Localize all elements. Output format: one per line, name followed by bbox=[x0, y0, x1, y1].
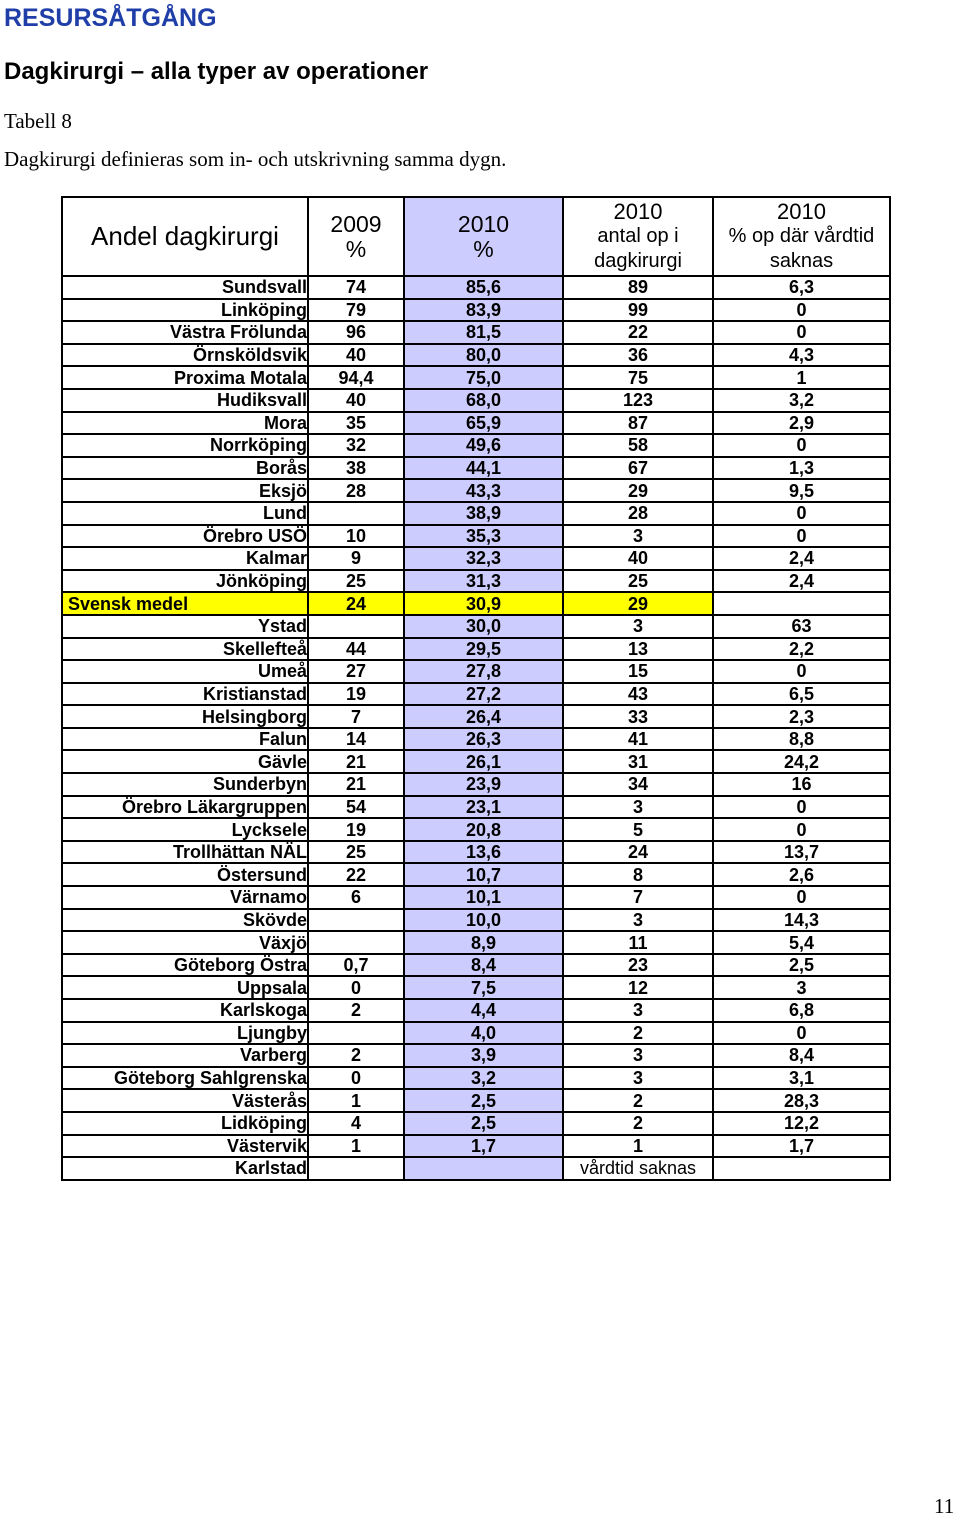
missing-stay-percent-cell: 0 bbox=[713, 299, 890, 322]
hospital-name-cell: Ljungby bbox=[62, 1022, 308, 1045]
average-row bbox=[62, 592, 890, 615]
percent-2009-cell: 10 bbox=[308, 525, 404, 548]
percent-2010-cell: 30,0 bbox=[404, 615, 563, 638]
table-row bbox=[62, 976, 890, 999]
count-2010-cell: 1 bbox=[563, 1135, 713, 1158]
missing-stay-percent-cell: 4,3 bbox=[713, 344, 890, 367]
percent-2010-cell: 44,1 bbox=[404, 457, 563, 480]
percent-2009-cell: 40 bbox=[308, 389, 404, 412]
missing-stay-percent-cell: 2,4 bbox=[713, 570, 890, 593]
missing-stay-percent-cell: 12,2 bbox=[713, 1112, 890, 1135]
percent-2009-cell: 38 bbox=[308, 457, 404, 480]
hospital-name-cell: Borås bbox=[62, 457, 308, 480]
percent-2009-cell: 19 bbox=[308, 818, 404, 841]
percent-2009-cell: 25 bbox=[308, 570, 404, 593]
hospital-name-cell: Proxima Motala bbox=[62, 366, 308, 389]
percent-2009-cell: 7 bbox=[308, 705, 404, 728]
percent-2010-cell: 4,0 bbox=[404, 1022, 563, 1045]
hospital-name-cell: Lund bbox=[62, 502, 308, 525]
hospital-name-cell: Karlskoga bbox=[62, 999, 308, 1022]
hospital-name-cell: Norrköping bbox=[62, 434, 308, 457]
percent-2010-cell: 1,7 bbox=[404, 1135, 563, 1158]
percent-2009-cell: 32 bbox=[308, 434, 404, 457]
missing-stay-percent-cell: 1,7 bbox=[713, 1135, 890, 1158]
count-2010-cell: 2 bbox=[563, 1112, 713, 1135]
hospital-name-cell: Falun bbox=[62, 728, 308, 751]
table-row bbox=[62, 638, 890, 661]
table-row bbox=[62, 909, 890, 932]
percent-2010-cell: 80,0 bbox=[404, 344, 563, 367]
hospital-name-cell: Karlstad bbox=[62, 1157, 308, 1180]
percent-2010-cell: 68,0 bbox=[404, 389, 563, 412]
count-2010-cell: 15 bbox=[563, 660, 713, 683]
definition-text: Dagkirurgi definieras som in- och utskrivning samma dygn. bbox=[4, 147, 507, 171]
hospital-name-cell: Kalmar bbox=[62, 547, 308, 570]
count-2010-cell: 12 bbox=[563, 976, 713, 999]
header-count-line2: dagkirurgi bbox=[594, 250, 682, 272]
table-row bbox=[62, 525, 890, 548]
table-row bbox=[62, 570, 890, 593]
header-2010-count bbox=[563, 197, 713, 276]
missing-stay-percent-cell: 3 bbox=[713, 976, 890, 999]
hospital-name-cell: Örnsköldsvik bbox=[62, 344, 308, 367]
missing-stay-percent-cell: 13,7 bbox=[713, 841, 890, 864]
percent-2009-cell: 25 bbox=[308, 841, 404, 864]
count-2010-cell: 5 bbox=[563, 818, 713, 841]
count-2010-cell: 2 bbox=[563, 1022, 713, 1045]
percent-2010-cell: 35,3 bbox=[404, 525, 563, 548]
percent-2009-cell: 24 bbox=[308, 592, 404, 615]
hospital-name-cell: Ystad bbox=[62, 615, 308, 638]
hospital-name-cell: Värnamo bbox=[62, 886, 308, 909]
hospital-name-cell: Svensk medel bbox=[62, 592, 308, 615]
percent-2010-cell: 10,1 bbox=[404, 886, 563, 909]
table-row bbox=[62, 863, 890, 886]
percent-2010-cell: 10,0 bbox=[404, 909, 563, 932]
table-row bbox=[62, 728, 890, 751]
percent-2009-cell bbox=[308, 1157, 404, 1180]
hospital-name-cell: Sunderbyn bbox=[62, 773, 308, 796]
missing-stay-percent-cell: 2,6 bbox=[713, 863, 890, 886]
table-row bbox=[62, 1135, 890, 1158]
table-row bbox=[62, 321, 890, 344]
table-row bbox=[62, 615, 890, 638]
count-2010-cell: 67 bbox=[563, 457, 713, 480]
table-row bbox=[62, 931, 890, 954]
hospital-name-cell: Varberg bbox=[62, 1044, 308, 1067]
count-2010-cell: 34 bbox=[563, 773, 713, 796]
table-header-row bbox=[62, 197, 890, 276]
missing-stay-percent-cell: 1,3 bbox=[713, 457, 890, 480]
percent-2009-cell: 19 bbox=[308, 683, 404, 706]
percent-2009-cell bbox=[308, 615, 404, 638]
missing-stay-percent-cell: 0 bbox=[713, 434, 890, 457]
count-2010-cell: 13 bbox=[563, 638, 713, 661]
document-heading: Dagkirurgi – alla typer av operationer bbox=[4, 58, 429, 85]
section-title: RESURSÅTGÅNG bbox=[4, 4, 217, 32]
count-2010-cell: 3 bbox=[563, 1044, 713, 1067]
header-2010-unit: % bbox=[473, 235, 494, 262]
table-row bbox=[62, 1112, 890, 1135]
table-row bbox=[62, 773, 890, 796]
missing-stay-percent-cell: 9,5 bbox=[713, 479, 890, 502]
percent-2010-cell: 7,5 bbox=[404, 976, 563, 999]
header-missing-line2: saknas bbox=[769, 250, 834, 272]
missing-stay-percent-cell: 8,4 bbox=[713, 1044, 890, 1067]
percent-2010-cell bbox=[404, 1157, 563, 1180]
hospital-name-cell: Västra Frölunda bbox=[62, 321, 308, 344]
day-surgery-table bbox=[61, 196, 891, 1181]
percent-2010-cell: 75,0 bbox=[404, 366, 563, 389]
percent-2009-cell: 1 bbox=[308, 1089, 404, 1112]
header-2010-missing bbox=[713, 197, 890, 276]
percent-2010-cell: 31,3 bbox=[404, 570, 563, 593]
table-row bbox=[62, 1157, 890, 1180]
count-2010-cell: 7 bbox=[563, 886, 713, 909]
count-2010-cell: 8 bbox=[563, 863, 713, 886]
count-2010-cell: 11 bbox=[563, 931, 713, 954]
percent-2009-cell: 54 bbox=[308, 796, 404, 819]
missing-stay-percent-cell: 8,8 bbox=[713, 728, 890, 751]
table-row bbox=[62, 660, 890, 683]
header-2009-percent bbox=[308, 197, 404, 276]
percent-2009-cell: 44 bbox=[308, 638, 404, 661]
count-2010-cell: 22 bbox=[563, 321, 713, 344]
count-2010-cell: 29 bbox=[563, 479, 713, 502]
percent-2010-cell: 38,9 bbox=[404, 502, 563, 525]
count-2010-cell: 3 bbox=[563, 999, 713, 1022]
header-2009-year: 2009 bbox=[330, 210, 382, 237]
hospital-name-cell: Växjö bbox=[62, 931, 308, 954]
percent-2010-cell: 20,8 bbox=[404, 818, 563, 841]
hospital-name-cell: Linköping bbox=[62, 299, 308, 322]
count-2010-cell: 33 bbox=[563, 705, 713, 728]
table-row bbox=[62, 796, 890, 819]
percent-2010-cell: 43,3 bbox=[404, 479, 563, 502]
count-2010-cell: 25 bbox=[563, 570, 713, 593]
table-row bbox=[62, 1089, 890, 1112]
hospital-name-cell: Västerås bbox=[62, 1089, 308, 1112]
missing-stay-percent-cell: 1 bbox=[713, 366, 890, 389]
count-2010-cell: 3 bbox=[563, 615, 713, 638]
missing-stay-percent-cell: 0 bbox=[713, 796, 890, 819]
missing-stay-percent-cell: 0 bbox=[713, 660, 890, 683]
percent-2010-cell: 2,5 bbox=[404, 1112, 563, 1135]
missing-stay-percent-cell: 16 bbox=[713, 773, 890, 796]
table-row bbox=[62, 457, 890, 480]
hospital-name-cell: Västervik bbox=[62, 1135, 308, 1158]
percent-2010-cell: 30,9 bbox=[404, 592, 563, 615]
hospital-name-cell: Göteborg Östra bbox=[62, 954, 308, 977]
percent-2010-cell: 3,9 bbox=[404, 1044, 563, 1067]
table-row bbox=[62, 412, 890, 435]
percent-2010-cell: 27,2 bbox=[404, 683, 563, 706]
header-missing-year: 2010 bbox=[777, 199, 826, 224]
percent-2010-cell: 8,9 bbox=[404, 931, 563, 954]
hospital-name-cell: Gävle bbox=[62, 750, 308, 773]
percent-2010-cell: 26,1 bbox=[404, 750, 563, 773]
percent-2009-cell: 4 bbox=[308, 1112, 404, 1135]
percent-2010-cell: 23,1 bbox=[404, 796, 563, 819]
missing-stay-percent-cell: 5,4 bbox=[713, 931, 890, 954]
percent-2009-cell: 40 bbox=[308, 344, 404, 367]
percent-2009-cell: 79 bbox=[308, 299, 404, 322]
table-row bbox=[62, 502, 890, 525]
percent-2010-cell: 32,3 bbox=[404, 547, 563, 570]
percent-2009-cell: 2 bbox=[308, 999, 404, 1022]
missing-stay-percent-cell: 0 bbox=[713, 321, 890, 344]
percent-2009-cell: 21 bbox=[308, 773, 404, 796]
percent-2010-cell: 85,6 bbox=[404, 276, 563, 299]
hospital-name-cell: Hudiksvall bbox=[62, 389, 308, 412]
missing-stay-percent-cell: 24,2 bbox=[713, 750, 890, 773]
count-2010-cell: 3 bbox=[563, 909, 713, 932]
missing-stay-percent-cell: 6,5 bbox=[713, 683, 890, 706]
percent-2009-cell bbox=[308, 909, 404, 932]
hospital-name-cell: Örebro Läkargruppen bbox=[62, 796, 308, 819]
count-2010-cell: 31 bbox=[563, 750, 713, 773]
hospital-name-cell: Trollhättan NÄL bbox=[62, 841, 308, 864]
percent-2010-cell: 13,6 bbox=[404, 841, 563, 864]
missing-stay-percent-cell: 0 bbox=[713, 502, 890, 525]
table-row bbox=[62, 344, 890, 367]
hospital-name-cell: Lycksele bbox=[62, 818, 308, 841]
missing-stay-percent-cell: 0 bbox=[713, 886, 890, 909]
missing-stay-percent-cell: 2,5 bbox=[713, 954, 890, 977]
missing-stay-percent-cell: 14,3 bbox=[713, 909, 890, 932]
table-row bbox=[62, 705, 890, 728]
page-number: 11 bbox=[934, 1494, 955, 1518]
table-row bbox=[62, 276, 890, 299]
table-row bbox=[62, 999, 890, 1022]
missing-stay-percent-cell: 0 bbox=[713, 818, 890, 841]
count-2010-cell: 2 bbox=[563, 1089, 713, 1112]
percent-2010-cell: 83,9 bbox=[404, 299, 563, 322]
count-2010-cell: 123 bbox=[563, 389, 713, 412]
count-2010-cell: 28 bbox=[563, 502, 713, 525]
count-2010-cell: 99 bbox=[563, 299, 713, 322]
count-2010-cell: 24 bbox=[563, 841, 713, 864]
hospital-name-cell: Lidköping bbox=[62, 1112, 308, 1135]
table-row bbox=[62, 886, 890, 909]
hospital-name-cell: Jönköping bbox=[62, 570, 308, 593]
table-row bbox=[62, 547, 890, 570]
missing-stay-percent-cell: 3,2 bbox=[713, 389, 890, 412]
count-2010-cell: 58 bbox=[563, 434, 713, 457]
percent-2009-cell: 35 bbox=[308, 412, 404, 435]
table-row bbox=[62, 750, 890, 773]
percent-2009-cell: 96 bbox=[308, 321, 404, 344]
hospital-name-cell: Östersund bbox=[62, 863, 308, 886]
percent-2009-cell: 0,7 bbox=[308, 954, 404, 977]
hospital-name-cell: Örebro USÖ bbox=[62, 525, 308, 548]
table-caption: Tabell 8 bbox=[4, 109, 72, 133]
percent-2009-cell: 2 bbox=[308, 1044, 404, 1067]
percent-2009-cell: 74 bbox=[308, 276, 404, 299]
table-row bbox=[62, 479, 890, 502]
header-missing-line1: % op där vårdtid bbox=[728, 225, 875, 247]
count-2010-cell: 87 bbox=[563, 412, 713, 435]
percent-2010-cell: 65,9 bbox=[404, 412, 563, 435]
percent-2009-cell: 21 bbox=[308, 750, 404, 773]
hospital-name-cell: Eksjö bbox=[62, 479, 308, 502]
table-row bbox=[62, 841, 890, 864]
percent-2009-cell: 94,4 bbox=[308, 366, 404, 389]
percent-2010-cell: 8,4 bbox=[404, 954, 563, 977]
header-label: Andel dagkirurgi bbox=[62, 197, 308, 276]
hospital-name-cell: Mora bbox=[62, 412, 308, 435]
percent-2010-cell: 26,3 bbox=[404, 728, 563, 751]
count-2010-cell: vårdtid saknas bbox=[563, 1157, 713, 1180]
missing-stay-percent-cell: 3,1 bbox=[713, 1067, 890, 1090]
table-row bbox=[62, 366, 890, 389]
count-2010-cell: 43 bbox=[563, 683, 713, 706]
percent-2009-cell: 28 bbox=[308, 479, 404, 502]
count-2010-cell: 3 bbox=[563, 1067, 713, 1090]
missing-stay-percent-cell bbox=[713, 1157, 890, 1180]
table-row bbox=[62, 389, 890, 412]
missing-stay-percent-cell: 28,3 bbox=[713, 1089, 890, 1112]
missing-stay-percent-cell: 2,4 bbox=[713, 547, 890, 570]
percent-2010-cell: 3,2 bbox=[404, 1067, 563, 1090]
percent-2009-cell bbox=[308, 502, 404, 525]
percent-2009-cell bbox=[308, 1022, 404, 1045]
table-body bbox=[62, 276, 890, 1180]
percent-2009-cell: 22 bbox=[308, 863, 404, 886]
header-2010-year: 2010 bbox=[457, 210, 510, 237]
percent-2009-cell bbox=[308, 931, 404, 954]
percent-2010-cell: 81,5 bbox=[404, 321, 563, 344]
percent-2009-cell: 1 bbox=[308, 1135, 404, 1158]
table-row bbox=[62, 1044, 890, 1067]
hospital-name-cell: Skellefteå bbox=[62, 638, 308, 661]
count-2010-cell: 41 bbox=[563, 728, 713, 751]
header-count-year: 2010 bbox=[613, 199, 663, 224]
count-2010-cell: 23 bbox=[563, 954, 713, 977]
table-row bbox=[62, 954, 890, 977]
table-row bbox=[62, 1067, 890, 1090]
count-2010-cell: 89 bbox=[563, 276, 713, 299]
missing-stay-percent-cell: 6,8 bbox=[713, 999, 890, 1022]
hospital-name-cell: Skövde bbox=[62, 909, 308, 932]
table-row bbox=[62, 818, 890, 841]
hospital-name-cell: Göteborg Sahlgrenska bbox=[62, 1067, 308, 1090]
percent-2010-cell: 29,5 bbox=[404, 638, 563, 661]
count-2010-cell: 3 bbox=[563, 525, 713, 548]
percent-2009-cell: 9 bbox=[308, 547, 404, 570]
table-row bbox=[62, 683, 890, 706]
percent-2010-cell: 2,5 bbox=[404, 1089, 563, 1112]
header-2010-percent bbox=[404, 197, 563, 276]
percent-2009-cell: 0 bbox=[308, 1067, 404, 1090]
missing-stay-percent-cell: 6,3 bbox=[713, 276, 890, 299]
percent-2009-cell: 14 bbox=[308, 728, 404, 751]
count-2010-cell: 75 bbox=[563, 366, 713, 389]
count-2010-cell: 3 bbox=[563, 796, 713, 819]
hospital-name-cell: Helsingborg bbox=[62, 705, 308, 728]
percent-2009-cell: 27 bbox=[308, 660, 404, 683]
missing-stay-percent-cell bbox=[713, 592, 890, 615]
table-row bbox=[62, 1022, 890, 1045]
table-row bbox=[62, 299, 890, 322]
percent-2009-cell: 6 bbox=[308, 886, 404, 909]
count-2010-cell: 29 bbox=[563, 592, 713, 615]
count-2010-cell: 36 bbox=[563, 344, 713, 367]
percent-2010-cell: 4,4 bbox=[404, 999, 563, 1022]
percent-2009-cell: 0 bbox=[308, 976, 404, 999]
hospital-name-cell: Umeå bbox=[62, 660, 308, 683]
missing-stay-percent-cell: 2,3 bbox=[713, 705, 890, 728]
missing-stay-percent-cell: 63 bbox=[713, 615, 890, 638]
percent-2010-cell: 49,6 bbox=[404, 434, 563, 457]
percent-2010-cell: 26,4 bbox=[404, 705, 563, 728]
missing-stay-percent-cell: 2,9 bbox=[713, 412, 890, 435]
missing-stay-percent-cell: 0 bbox=[713, 525, 890, 548]
count-2010-cell: 40 bbox=[563, 547, 713, 570]
missing-stay-percent-cell: 0 bbox=[713, 1022, 890, 1045]
missing-stay-percent-cell: 2,2 bbox=[713, 638, 890, 661]
table-row bbox=[62, 434, 890, 457]
hospital-name-cell: Sundsvall bbox=[62, 276, 308, 299]
percent-2010-cell: 23,9 bbox=[404, 773, 563, 796]
hospital-name-cell: Uppsala bbox=[62, 976, 308, 999]
header-2009-unit: % bbox=[345, 235, 367, 262]
hospital-name-cell: Kristianstad bbox=[62, 683, 308, 706]
percent-2010-cell: 27,8 bbox=[404, 660, 563, 683]
percent-2010-cell: 10,7 bbox=[404, 863, 563, 886]
header-count-line1: antal op i bbox=[597, 225, 679, 247]
